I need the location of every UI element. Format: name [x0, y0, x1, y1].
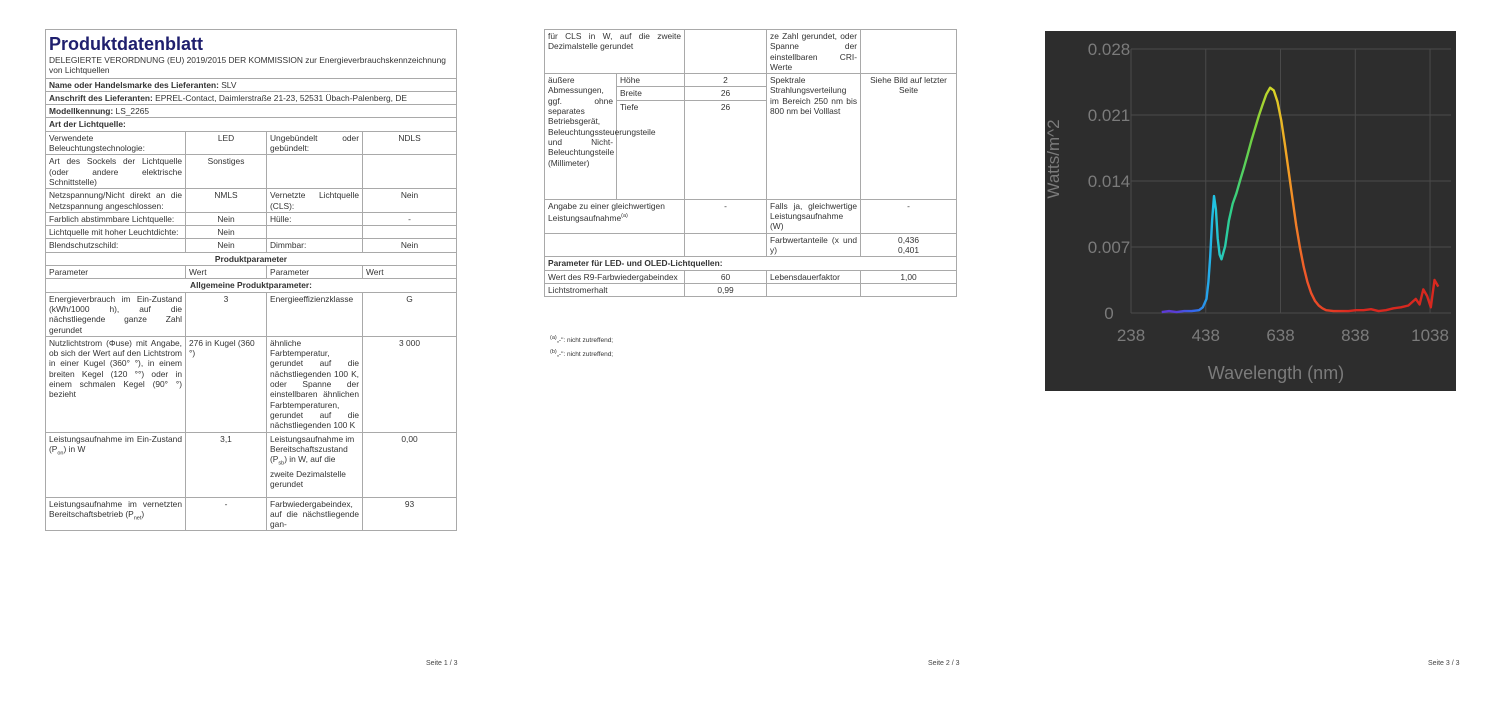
efficiency-label: Energieeffizienzklasse — [267, 292, 363, 336]
led-params-header: Parameter für LED- und OLED-Lichtquellen: — [545, 257, 957, 270]
row-value — [363, 155, 457, 189]
x-tick-label: 838 — [1341, 326, 1370, 345]
spectrum-chart — [1045, 31, 1456, 391]
table-row — [46, 189, 457, 213]
psb-label — [267, 432, 363, 497]
cri-continuation: ze Zahl gerundet, oder Spanne der einstellbaren CRI-Werte — [767, 30, 861, 74]
page-number: Seite 1 / 3 — [426, 660, 458, 667]
table-row — [46, 212, 457, 225]
flux-label: Nutzlichtstrom (Φuse) mit Angabe, ob sich der Wert auf den Lichtstrom in einer Kugel (360° °), in einem breiten Kegel (120 °°) oder in einem schmalen Kegel (90° °) bezieht — [46, 336, 186, 432]
supplier-name-label: Name oder Handelsmarke des Lieferanten: — [49, 79, 219, 90]
table-row — [46, 336, 457, 432]
footnote-a-mark: (a) — [550, 335, 557, 341]
row-label: Hülle: — [267, 212, 363, 225]
cct-value: 3 000 — [363, 336, 457, 432]
row-value: Nein — [186, 239, 267, 252]
pon-label — [46, 432, 186, 497]
product-datasheet-table — [45, 29, 457, 531]
life-value: 1,00 — [861, 270, 957, 283]
table-row — [545, 74, 957, 87]
energy-value: 3 — [186, 292, 267, 336]
empty-cell — [685, 233, 767, 257]
footnote-b-text: „-": nicht zutreffend; — [556, 351, 614, 359]
row-label: Blendschutzschild: — [46, 239, 186, 252]
equiv-label — [545, 199, 685, 233]
x-axis-label: Wavelength (nm) — [1207, 363, 1345, 383]
y-axis-label: Watts/m^2 — [1044, 119, 1063, 199]
column-header-row — [46, 266, 457, 279]
table-row — [46, 226, 457, 239]
spectrum-chart-svg — [1045, 31, 1456, 391]
regulation-text: DELEGIERTE VERORDNUNG (EU) 2019/2015 DER KOMMISSION zur Energieverbrauchskennzeichnung von Lichtquellen — [49, 55, 446, 76]
row-value: Sonstiges — [186, 155, 267, 189]
table-row — [46, 497, 457, 531]
table-row — [46, 239, 457, 252]
pon-label-text: Leistungsaufnahme im Ein-Zustand (P — [49, 433, 182, 454]
pnet-label-text: Leistungsaufnahme im vernetzten Bereitschaftsbetrieb (P — [49, 498, 182, 519]
page-number: Seite 2 / 3 — [928, 660, 960, 667]
page-title: Produktdatenblatt — [49, 34, 204, 54]
equiv-label-text: Angabe zu einer gleichwertigen Leistungsaufnahme — [548, 200, 665, 223]
empty-cell — [685, 30, 767, 74]
r9-label: Wert des R9-Farbwiedergabeindex — [545, 270, 685, 283]
row-label: Lichtquelle mit hoher Leuchtdichte: — [46, 226, 186, 239]
page-number: Seite 3 / 3 — [1428, 660, 1460, 667]
chroma-x: 0,436 — [898, 234, 919, 245]
pnet-sub: net — [133, 515, 142, 522]
supplier-address: EPREL-Contact, Daimlerstraße 21-23, 52531 Übach-Palenberg, DE — [155, 92, 407, 103]
table-row — [545, 283, 957, 296]
table-row — [545, 270, 957, 283]
pon-sub: on — [57, 450, 64, 457]
row-value: Nein — [363, 189, 457, 213]
row-value: NDLS — [363, 131, 457, 155]
x-tick-label: 238 — [1116, 326, 1146, 345]
light-source-type-header: Art der Lichtquelle: — [46, 118, 457, 131]
general-params-header: Allgemeine Produktparameter: — [46, 279, 457, 292]
footnote-a — [550, 335, 613, 344]
dim-name: Breite — [617, 87, 685, 100]
dim-value: 26 — [685, 100, 767, 199]
maint-value: 0,99 — [685, 283, 767, 296]
maint-label: Lichtstromerhalt — [545, 283, 685, 296]
footnote-ref: (a) — [621, 213, 628, 220]
life-label: Lebensdauerfaktor — [767, 270, 861, 283]
chroma-y: 0,401 — [898, 244, 919, 255]
chroma-label: Farbwertanteile (x und y) — [767, 233, 861, 257]
row-label — [267, 155, 363, 189]
datasheet-continuation-table — [544, 29, 957, 297]
spectral-value: Siehe Bild auf letzter Seite — [861, 74, 957, 200]
y-tick-label: 0.021 — [1087, 106, 1131, 125]
cri-value: 93 — [363, 497, 457, 531]
footnote-a-text: „-": nicht zutreffend; — [556, 337, 614, 345]
dim-value: 2 — [685, 74, 767, 87]
chroma-values — [861, 233, 957, 257]
supplier-address-label: Anschrift des Lieferanten: — [49, 92, 153, 103]
empty-cell — [767, 283, 861, 296]
x-tick-label: 638 — [1266, 326, 1295, 345]
row-label: Vernetzte Lichtquelle (CLS): — [267, 189, 363, 213]
table-row — [46, 131, 457, 155]
empty-cell — [861, 30, 957, 74]
table-row — [46, 432, 457, 497]
y-tick-label: 0.007 — [1087, 238, 1131, 257]
r9-value: 60 — [685, 270, 767, 283]
row-label: Netzspannung/Nicht direkt an die Netzspannung angeschlossen: — [46, 189, 186, 213]
y-tick-labels — [1088, 40, 1131, 323]
row-value: - — [363, 212, 457, 225]
page-2 — [500, 0, 1000, 707]
pnet-label — [46, 497, 186, 531]
psb-value: 0,00 — [363, 432, 457, 497]
table-row — [545, 199, 957, 233]
dim-name: Tiefe — [617, 100, 685, 199]
energy-label: Energieverbrauch im Ein-Zustand (kWh/1000 h), auf die nächstliegende ganze Zahl gerundet — [46, 292, 186, 336]
col-value: Wert — [363, 266, 457, 279]
row-label: Art des Sockels der Lichtquelle (oder andere elektrische Schnittstelle) — [46, 155, 186, 189]
empty-cell — [545, 233, 685, 257]
page-1 — [0, 0, 500, 707]
y-tick-label: 0.014 — [1087, 172, 1131, 191]
y-tick-label: 0.028 — [1087, 40, 1131, 59]
equiv2-value: - — [861, 199, 957, 233]
footnote-b-mark: (b) — [550, 349, 557, 355]
cls-continuation: für CLS in W, auf die zweite Dezimalstelle gerundet — [545, 30, 685, 74]
y-tick-label: 0 — [1104, 304, 1114, 323]
x-tick-label: 1038 — [1411, 326, 1449, 345]
col-value: Wert — [186, 266, 267, 279]
supplier-name: SLV — [221, 79, 237, 90]
table-row — [46, 292, 457, 336]
spectrum-series-line — [1162, 88, 1439, 312]
row-value: Nein — [363, 239, 457, 252]
row-value — [363, 226, 457, 239]
cct-label: ähnliche Farbtemperatur, gerundet auf die nächstliegenden 100 K, oder Spanne der einstellbaren ähnlichen Farbtemperaturen, gerundet auf die nächstliegenden 100 K — [267, 336, 363, 432]
cri-label: Farbwiedergabeindex, auf die nächstliegende gan- — [267, 497, 363, 531]
row-label — [267, 226, 363, 239]
psb-label-text: Leistungsaufnahme im Bereitschaftszustand (P — [270, 433, 355, 465]
psb-sub: sb — [278, 460, 285, 467]
pnet-value: - — [186, 497, 267, 531]
model-label: Modellkennung: — [49, 106, 114, 117]
empty-cell — [861, 283, 957, 296]
x-tick-label: 438 — [1191, 326, 1220, 345]
pon-label-end: ) in W — [63, 443, 86, 454]
row-label: Farblich abstimmbare Lichtquelle: — [46, 212, 186, 225]
spectral-label: Spektrale Strahlungsverteilung im Bereich 250 nm bis 800 nm bei Volllast — [767, 74, 861, 200]
equiv-value: - — [685, 199, 767, 233]
row-label: Ungebündelt oder gebündelt: — [267, 131, 363, 155]
model-id: LS_2265 — [115, 106, 150, 117]
pnet-label-end: ) — [141, 508, 145, 519]
flux-value: 276 in Kugel (360 °) — [186, 336, 267, 432]
table-row — [46, 155, 457, 189]
row-value: Nein — [186, 212, 267, 225]
page-3 — [1000, 0, 1500, 707]
row-value: Nein — [186, 226, 267, 239]
row-label: Dimmbar: — [267, 239, 363, 252]
table-row — [545, 233, 957, 257]
pon-value: 3,1 — [186, 432, 267, 497]
efficiency-value: G — [363, 292, 457, 336]
equiv2-label: Falls ja, gleichwertige Leistungsaufnahme (W) — [767, 199, 861, 233]
dim-value: 26 — [685, 87, 767, 100]
row-value: LED — [186, 131, 267, 155]
psb-label-end: ) in W, auf die zweite Dezimalstelle gerundet — [270, 454, 346, 490]
col-param: Parameter — [46, 266, 186, 279]
row-label: Verwendete Beleuchtungstechnologie: — [46, 131, 186, 155]
x-tick-labels — [1117, 326, 1449, 345]
dim-name: Höhe — [617, 74, 685, 87]
row-value: NMLS — [186, 189, 267, 213]
table-row — [545, 30, 957, 74]
dimensions-label: äußere Abmessungen, ggf. ohne separates Betriebsgerät, Beleuchtungssteuerungsteile und Nicht-Beleuchtungsteile (Millimeter) — [545, 74, 617, 200]
product-params-header: Produktparameter — [46, 252, 457, 265]
col-param: Parameter — [267, 266, 363, 279]
footnote-b — [550, 349, 613, 358]
